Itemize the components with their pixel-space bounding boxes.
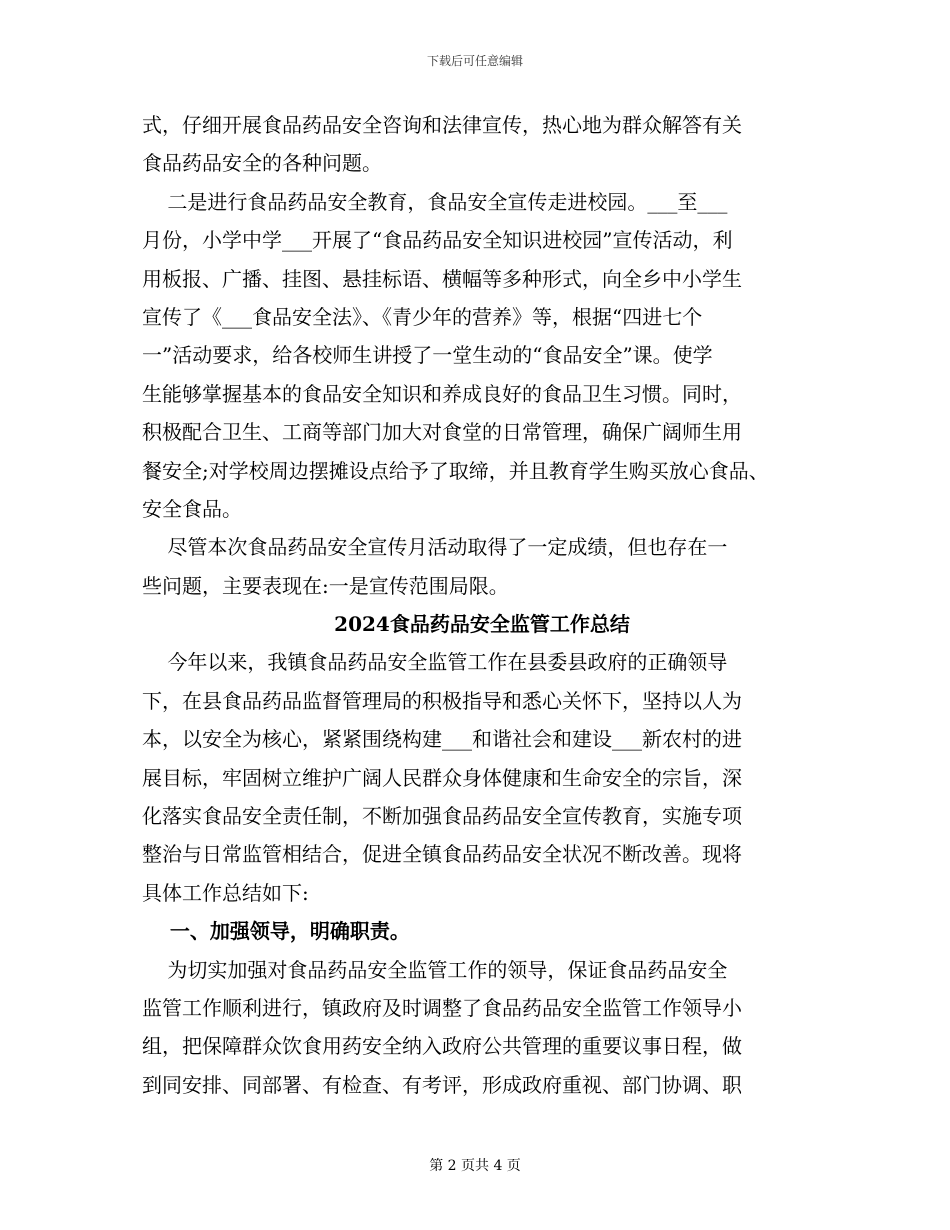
text-line: 组，把保障群众饮食用药安全纳入政府公共管理的重要议事日程，做 xyxy=(142,1034,742,1059)
text-line: 些问题，主要表现在:一是宣传范围局限。 xyxy=(142,573,509,598)
page-footer: 第 2 页共 4 页 xyxy=(429,1158,521,1174)
text-line: 下，在县食品药品监督管理局的积极指导和悉心关怀下，坚持以人为 xyxy=(142,688,742,713)
page-header: 下载后可任意编辑 xyxy=(426,54,523,68)
text-line: 食品药品安全的各种问题。 xyxy=(142,151,382,176)
document-body xyxy=(142,106,822,1104)
text-line: 为切实加强对食品药品安全监管工作的领导，保证食品药品安全 xyxy=(142,957,728,982)
text-line: 一”活动要求，给各校师生讲授了一堂生动的“食品安全”课。使学 xyxy=(142,343,713,368)
text-line: 积极配合卫生、工商等部门加大对食堂的日常管理，确保广阔师生用 xyxy=(142,420,742,445)
text-line: 整治与日常监管相结合，促进全镇食品药品安全状况不断改善。现将 xyxy=(142,842,742,867)
subheading: 一、加强领导，明确职责。 xyxy=(142,919,410,944)
text-line: 尽管本次食品药品安全宣传月活动取得了一定成绩，但也存在一 xyxy=(142,535,728,560)
text-line: 化落实食品安全责任制，不断加强食品药品安全宣传教育，实施专项 xyxy=(142,804,742,829)
text-line: 用板报、广播、挂图、悬挂标语、横幅等多种形式，向全乡中小学生 xyxy=(142,266,742,291)
text-line: 本，以安全为核心，紧紧围绕构建___和谐社会和建设___新农村的进 xyxy=(142,727,742,752)
text-line: 具体工作总结如下: xyxy=(142,880,309,905)
text-line: 到同安排、同部署、有检查、有考评，形成政府重视、部门协调、职 xyxy=(142,1072,742,1097)
text-line: 式，仔细开展食品药品安全咨询和法律宣传，热心地为群众解答有关 xyxy=(142,113,742,137)
section-title: 2024食品药品安全监管工作总结 xyxy=(334,612,630,637)
text-line: 今年以来，我镇食品药品安全监管工作在县委县政府的正确领导 xyxy=(142,650,728,675)
text-line: 监管工作顺利进行，镇政府及时调整了食品药品安全监管工作领导小 xyxy=(142,995,742,1020)
text-line: 餐安全;对学校周边摆摊设点给予了取缔，并且教育学生购买放心食品、 xyxy=(142,458,769,483)
text-line: 展目标，牢固树立维护广阔人民群众身体健康和生命安全的宗旨，深 xyxy=(142,765,742,790)
text-line: 安全食品。 xyxy=(142,496,242,521)
text-line: 宣传了《___食品安全法》、《青少年的营养》等，根据“四进七个 xyxy=(142,304,703,329)
text-line: 生能够掌握基本的食品安全知识和养成良好的食品卫生习惯。同时， xyxy=(142,381,742,406)
text-line: 月份，小学中学___开展了“食品药品安全知识进校园”宣传活动，利 xyxy=(142,228,733,253)
text-line: 二是进行食品药品安全教育，食品安全宣传走进校园。___至___ xyxy=(142,189,728,214)
